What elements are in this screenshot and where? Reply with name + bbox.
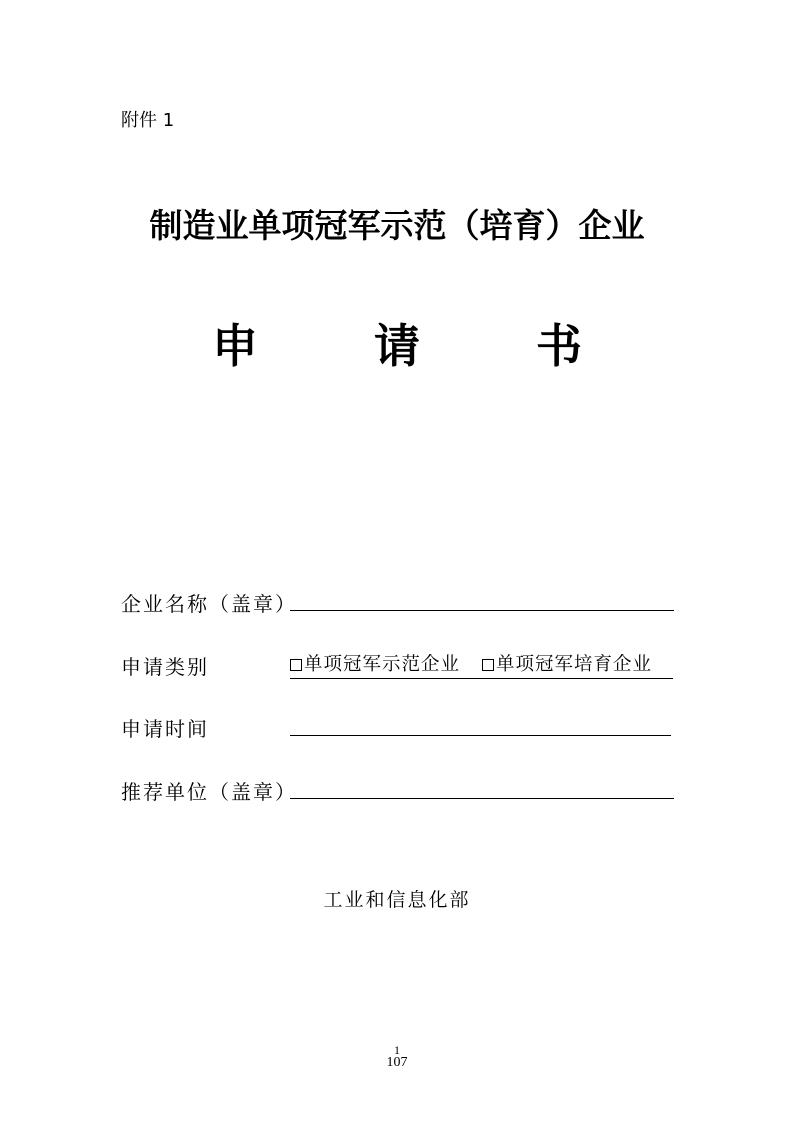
category-options: [290, 650, 673, 679]
recommender-label: 推荐单位（盖章）: [121, 780, 297, 804]
date-label: 申请时间: [121, 717, 209, 741]
page-number: 1: [394, 1043, 400, 1057]
checkbox-icon[interactable]: [290, 659, 302, 671]
date-field[interactable]: [290, 734, 671, 736]
category-label: 申请类别: [121, 655, 209, 679]
document-subtitle: 申 请 书: [211, 319, 633, 373]
document-title: 制造业单项冠军示范（培育）企业: [149, 206, 645, 245]
page-number-total: 107: [386, 1055, 408, 1070]
checkbox-icon[interactable]: [482, 659, 494, 671]
issuer-name: 工业和信息化部: [323, 889, 471, 911]
category-option-cultivate[interactable]: [482, 654, 652, 675]
category-option-demo[interactable]: [290, 654, 460, 675]
recommender-field[interactable]: [290, 797, 674, 799]
attachment-label: 附件 1: [121, 110, 175, 131]
category-option-demo-label: 单项冠军示范企业: [304, 654, 461, 675]
company-name-field[interactable]: [290, 609, 674, 611]
category-option-cultivate-label: 单项冠军培育企业: [496, 654, 653, 675]
company-name-label: 企业名称（盖章）: [121, 592, 297, 616]
